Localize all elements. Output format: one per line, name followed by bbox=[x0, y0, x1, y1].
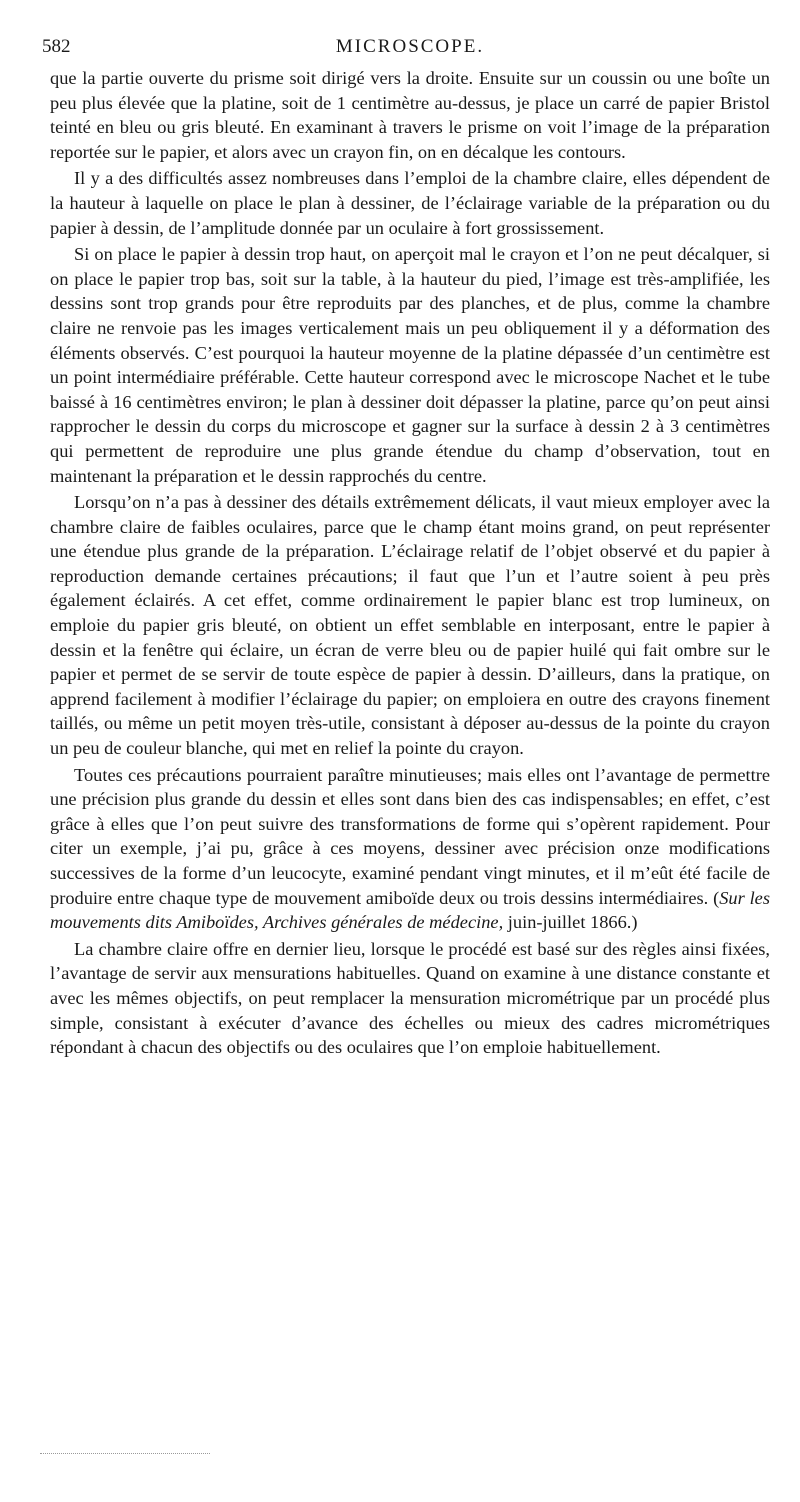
citation-date: juin-juillet 1866.) bbox=[503, 912, 638, 933]
paragraph-3: Si on place le papier à dessin trop haut, on aperçoit mal le crayon et l’on ne peut décalquer, si on place le papier trop bas, soit sur la table, à la hauteur du pied, l’image est très-amplifiée, les dessins sont trop grands pour être reproduits par des planches, et de plus, comme la chambre claire ne renvoie pas les images verticalement mais un peu obliquement il y a déformation des éléments observés. C’est pourquoi la hauteur moyenne de la platine dépassée d’un centimètre est un point intermédiaire préférable. Cette hauteur correspond avec le microscope Nachet et le tube baissé à 16 centimètres environ; le plan à dessiner doit dépasser la platine, parce qu’on peut ainsi rapprocher le dessin du corps du microscope et gagner sur la surface à dessin 2 à 3 centimètres qui permettent de reproduire une plus grande étendue du champ d’observation, tout en maintenant la préparation et le dessin rapprochés du centre. bbox=[50, 244, 770, 486]
footer-rule bbox=[40, 1453, 210, 1454]
citation-title: Sur les mouvements dits Amiboïdes, Archives générales de médecine, bbox=[50, 887, 771, 933]
paragraph-5 bbox=[50, 763, 770, 935]
page-number: 582 bbox=[42, 36, 71, 57]
paragraph-5-text: Toutes ces précautions pourraient paraître minutieuses; mais elles ont l’avantage de permettre une précision plus grande du dessin et elles sont dans bien des cas indispensables; en effet, c’est grâce à elles que l’on peut suivre des transformations de forme qui s’opèrent rapidement. Pour citer un exemple, j’ai pu, grâce à ces moyens, dessiner avec précision onze modifications successives de la forme d’un leucocyte, examiné pendant vingt minutes, et il m’eût été facile de produire entre chaque type de mouvement amiboïde deux ou trois dessins intermédiaires. ( bbox=[50, 764, 770, 908]
paragraph-2: Il y a des difficultés assez nombreuses dans l’emploi de la chambre claire, elles dépendent de la hauteur à laquelle on place le plan à dessiner, de l’éclairage variable de la préparation ou du papier à dessin, de l’amplitude donnée par un oculaire à fort grossissement. bbox=[50, 168, 770, 238]
paragraph-6: La chambre claire offre en dernier lieu, lorsque le procédé est basé sur des règles ainsi fixées, l’avantage de servir aux mensurations habituelles. Quand on examine à une distance constante et avec les mêmes objectifs, on peut remplacer la mensuration micrométrique par un procédé plus simple, consistant à exécuter d’avance des échelles ou mieux des cadres micrométriques répondant à chacun des objectifs ou des oculaires que l’on emploie habituellement. bbox=[50, 938, 770, 1058]
paragraph-1: que la partie ouverte du prisme soit dirigé vers la droite. Ensuite sur un coussin ou une boîte un peu plus élevée que la platine, soit de 1 centimètre au-dessus, je place un carré de papier Bristol teinté en bleu ou gris bleuté. En examinant à travers le prisme on voit l’image de la préparation reportée sur le papier, et alors avec un crayon fin, on en décalque les contours. bbox=[50, 68, 770, 162]
body-text bbox=[50, 66, 770, 1060]
running-head: MICROSCOPE. bbox=[335, 36, 485, 57]
paragraph-4: Lorsqu’on n’a pas à dessiner des détails extrêmement délicats, il vaut mieux employer avec la chambre claire de faibles oculaires, parce que le champ étant moins grand, on peut représenter une étendue plus grande de la préparation. L’éclairage relatif de l’objet observé et du papier à reproduction demande certaines précautions; il faut que l’un et l’autre soient à peu près également éclairés. A cet effet, comme ordinairement le papier blanc est trop lumineux, on emploie du papier gris bleuté, on obtient un effet semblable en interposant, entre le papier à dessin et la fenêtre qui éclaire, un écran de verre bleu ou de papier huilé qui fait ombre sur le papier et permet de se servir de toute espèce de papier à dessin. D’ailleurs, dans la pratique, on apprend facilement à modifier l’éclairage du papier; on emploiera en outre des crayons finement taillés, ou même un petit moyen très-utile, consistant à déposer au-dessus de la pointe du crayon un peu de couleur blanche, qui met en relief la pointe du crayon. bbox=[50, 492, 770, 759]
page-header bbox=[42, 36, 770, 66]
